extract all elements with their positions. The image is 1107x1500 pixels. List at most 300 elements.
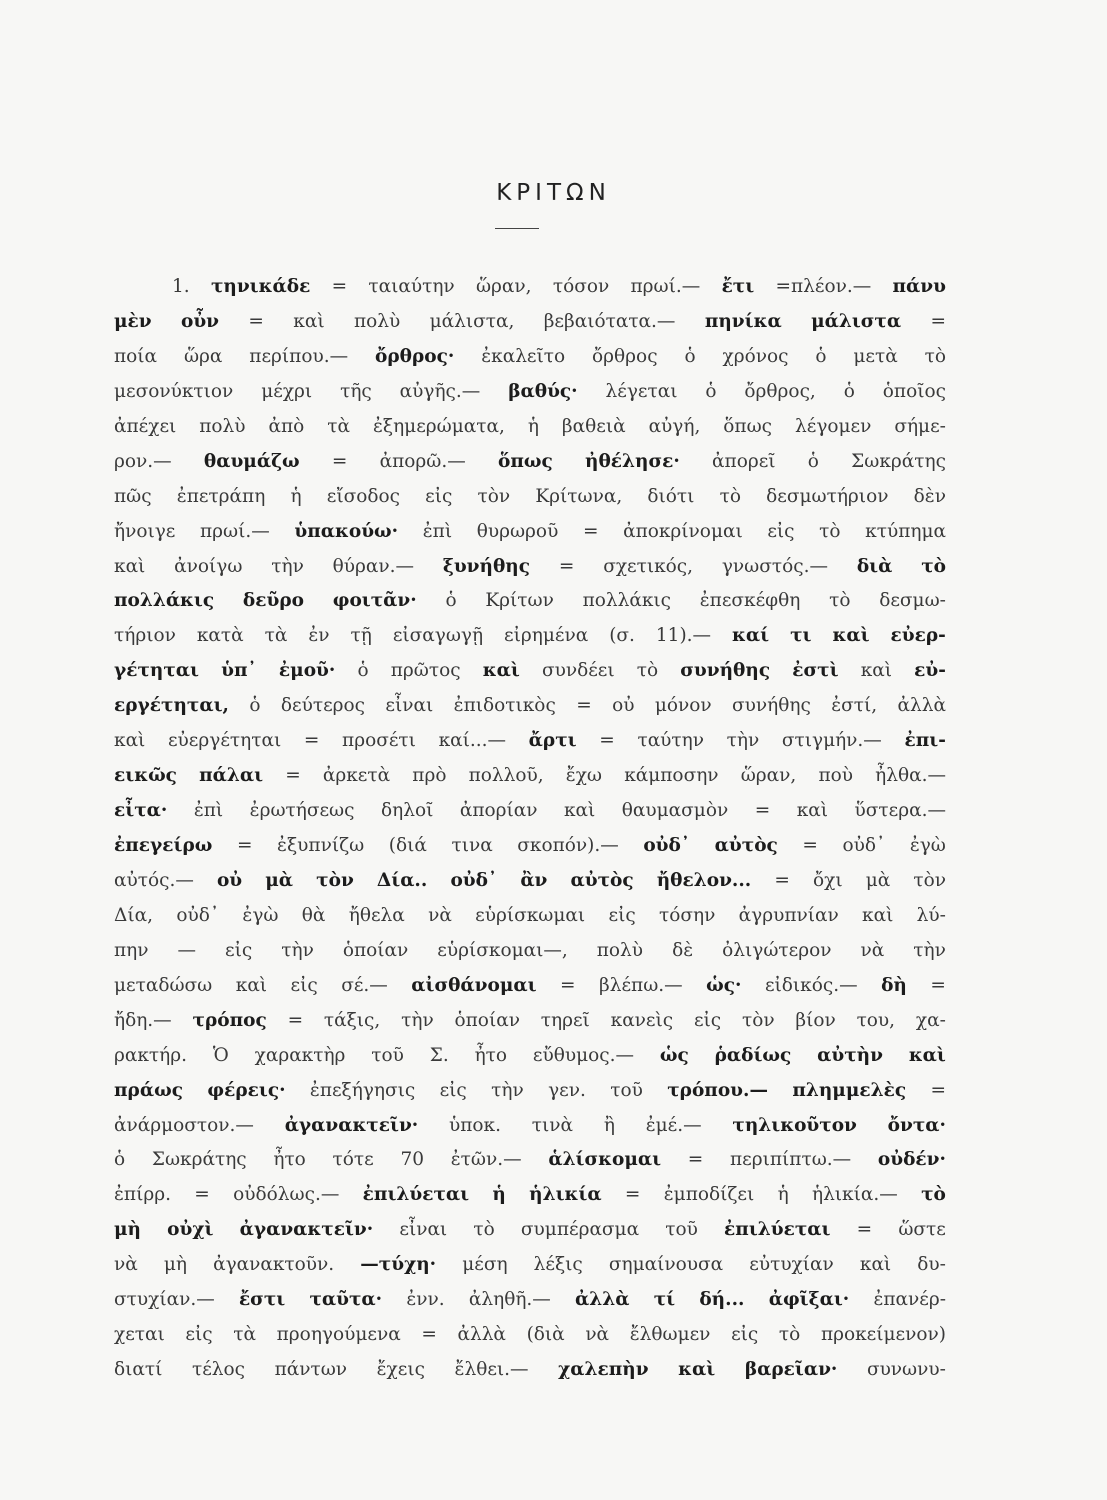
keyword: εικῶς <box>114 765 177 787</box>
keyword: ὡς <box>659 1044 689 1066</box>
word: τὸ <box>719 485 741 507</box>
word: ἐπιδοτικὸς <box>453 695 556 717</box>
keyword: καὶ <box>482 660 520 682</box>
text-line <box>114 445 946 480</box>
keyword: οὐχὶ <box>167 1219 214 1241</box>
word: δεύτερος <box>280 695 366 717</box>
word: τόσην <box>659 904 716 926</box>
word: εὔθυμος.— <box>532 1044 635 1066</box>
word: τὸ <box>473 1219 495 1241</box>
word: ταιαύτην <box>368 276 455 297</box>
word: οὐ <box>612 695 635 717</box>
word: διατί <box>114 1359 163 1381</box>
keyword: καὶ <box>908 1044 946 1066</box>
word: καὶ <box>563 800 596 822</box>
word: ἐμποδίζει <box>663 1184 755 1206</box>
word: ἐτῶν.— <box>450 1149 522 1171</box>
word: πρὸ <box>412 765 447 787</box>
word: ὥραν, <box>475 276 532 297</box>
word: βεβαιότατα.— <box>543 310 676 332</box>
word: τέλος <box>191 1359 245 1381</box>
word: τῇ <box>350 625 372 647</box>
word: εἰρημένα <box>504 625 589 647</box>
word: εἰσαγωγῇ <box>392 625 484 647</box>
word: νὰ <box>114 1254 138 1276</box>
keyword: ἤθελον... <box>656 869 752 891</box>
text-line <box>114 1039 946 1074</box>
word: τὰ <box>327 415 351 437</box>
keyword: μάλιστα <box>811 310 902 332</box>
word: χαρακτὴρ <box>254 1044 346 1066</box>
word: ἐγὼ <box>242 904 279 926</box>
word: = <box>236 835 253 856</box>
word: δεσμωτήριον <box>766 485 889 507</box>
word: ἐπεσκέφθη <box>699 590 801 612</box>
word: Κρίτωνα, <box>535 485 623 507</box>
word: βαθειὰ <box>561 415 626 437</box>
word: τῆς <box>340 380 372 402</box>
word: ὁ <box>705 380 717 402</box>
word: εἰς <box>731 1324 759 1346</box>
text-line <box>114 1178 946 1213</box>
word: ἤθελα <box>348 904 405 926</box>
keyword: δὴ <box>881 974 907 996</box>
keyword: πλημμελὲς <box>792 1079 907 1101</box>
keyword: ἀγανακτεῖν· <box>284 1114 419 1136</box>
word: ὁ <box>684 345 696 367</box>
word: = <box>856 1219 873 1241</box>
word: τὸν <box>913 869 946 891</box>
keyword: γέτηται <box>114 660 199 682</box>
keyword: Δία.. <box>376 869 428 891</box>
word: ἀνάρμοστον.— <box>114 1114 254 1136</box>
word: ὁ <box>815 345 827 367</box>
word: τηρεῖ <box>540 1009 590 1031</box>
text-line <box>114 1318 946 1353</box>
text-line <box>114 1109 946 1144</box>
word: πῶς <box>114 485 152 507</box>
keyword: ἁλίσκομαι <box>548 1149 662 1171</box>
word: τότε <box>332 1149 374 1171</box>
word: νὰ <box>585 1324 610 1346</box>
word: καὶ <box>293 310 325 332</box>
keyword: —τύχη· <box>360 1254 437 1276</box>
word: εἰς <box>225 939 253 961</box>
word: ἀπορίαν <box>459 800 538 822</box>
word: τὰ <box>233 1324 256 1346</box>
word: ἐπεξήγησις <box>309 1079 416 1101</box>
word: ἐν <box>308 625 330 647</box>
keyword: πηνίκα <box>704 310 782 332</box>
word: συνδέει <box>541 660 615 682</box>
keyword: πράως <box>114 1079 183 1101</box>
keyword: ἠθέλησε· <box>585 450 680 472</box>
keyword: ἄρτι <box>528 730 577 752</box>
word: πολὺ <box>353 310 401 332</box>
text-line <box>114 1353 946 1388</box>
word: = <box>802 835 818 856</box>
word: περίπου.— <box>249 345 349 367</box>
word: αὐγή, <box>648 415 701 437</box>
text-line <box>114 759 946 794</box>
keyword: φέρεις· <box>207 1079 286 1101</box>
keyword: ἂν <box>520 869 548 891</box>
word: ρακτήρ. <box>114 1044 188 1066</box>
word: εἰδικός.— <box>764 974 858 996</box>
keyword: βαρεῖαν· <box>744 1359 838 1381</box>
word: λέγομεν <box>795 415 872 437</box>
word: ἀγρυπνίαν <box>738 904 839 926</box>
word: μετὰ <box>853 345 898 367</box>
keyword: μὴ <box>114 1219 141 1241</box>
word: ἦτο <box>273 1149 306 1171</box>
keyword: ἐπιλύεται <box>724 1219 831 1241</box>
word: μάλιστα, <box>429 310 515 332</box>
keyword: τηνικάδε <box>210 276 311 297</box>
word: ἡ <box>290 485 302 507</box>
word: καὶ <box>860 660 893 682</box>
word: τὴν <box>271 555 304 577</box>
text-line <box>114 794 946 829</box>
word: τὸ <box>636 660 659 682</box>
word: σημαίνουσα <box>608 1254 724 1276</box>
keyword: αὐτὴν <box>817 1044 883 1066</box>
word: = <box>687 1149 704 1171</box>
word: = <box>576 695 592 717</box>
text-line <box>114 864 946 899</box>
word: εἶναι <box>399 1219 448 1241</box>
word: τὴν <box>726 730 760 752</box>
word: στιγμήν.— <box>781 730 882 752</box>
word: ρον.— <box>114 450 172 472</box>
word: γεν. <box>548 1079 586 1101</box>
word: = <box>774 869 790 891</box>
word: ὥρα <box>183 345 223 367</box>
word: στυχίαν.— <box>114 1289 215 1311</box>
word: χεται <box>114 1324 165 1346</box>
word: καὶ <box>114 555 146 577</box>
keyword: τι <box>790 625 812 647</box>
word: = <box>624 1184 641 1206</box>
keyword: πολλάκις <box>114 590 215 612</box>
word: = <box>287 1009 304 1031</box>
word: ἔλθει.— <box>454 1359 529 1381</box>
word: = <box>558 555 575 577</box>
keyword: ἀγανακτεῖν· <box>239 1219 374 1241</box>
word: ἔχω <box>565 765 603 787</box>
word: = <box>331 450 348 472</box>
word: ἀπὸ <box>268 415 305 437</box>
keyword: πάνυ <box>892 276 946 297</box>
word: = <box>331 276 348 297</box>
keyword: ἔτι <box>721 276 755 297</box>
word: ἀλλὰ <box>457 1324 506 1346</box>
word: εἰς <box>185 1324 213 1346</box>
word: συμπέρασμα <box>520 1219 640 1241</box>
word: ἐπὶ <box>193 800 224 822</box>
word: πολὺ <box>596 939 644 961</box>
text-line <box>114 480 946 515</box>
word: ἤδη.— <box>114 1009 172 1031</box>
word: νὰ <box>428 904 452 926</box>
word: ποὺ <box>818 765 853 787</box>
keyword: ὄντα· <box>887 1114 946 1136</box>
word: του, <box>856 1009 896 1031</box>
text-line <box>114 340 946 375</box>
word: συνωνυ- <box>866 1359 946 1381</box>
word: ἀνοίγω <box>174 555 243 577</box>
word: καὶ <box>859 1254 892 1276</box>
word: τὸ <box>829 590 851 612</box>
keyword: εὐ- <box>914 660 946 682</box>
word: = <box>930 1079 946 1101</box>
keyword: ἐπεγείρω <box>114 835 213 856</box>
word: = <box>930 310 946 332</box>
text-line <box>114 305 946 340</box>
word: = <box>194 1184 210 1206</box>
word: σκοπόν).— <box>517 835 619 856</box>
word: βλέπω.— <box>599 974 683 996</box>
word: ἀπορῶ.— <box>379 450 466 472</box>
keyword: διὰ <box>856 555 893 577</box>
word: εἰς <box>439 1079 467 1101</box>
keyword: τὸ <box>921 1184 946 1206</box>
text-line <box>114 619 946 654</box>
word: μεταδώσω <box>114 974 213 996</box>
word: σέ.— <box>341 974 388 996</box>
keyword: ἀλλὰ <box>575 1289 630 1311</box>
word: = <box>599 730 615 752</box>
word: βίον <box>795 1009 836 1031</box>
keyword: τηλικοῦτον <box>732 1114 857 1136</box>
word: ἀλλὰ <box>897 695 946 717</box>
word: 1. <box>172 276 190 297</box>
word: περιπίπτω.— <box>730 1149 852 1171</box>
word: Κρίτων <box>485 590 554 612</box>
word: τοῦ <box>371 1044 404 1066</box>
word: τὴν <box>401 1009 434 1031</box>
text-line <box>114 1143 946 1178</box>
word: ἀπέχει <box>114 415 177 437</box>
word: μόνον <box>654 695 712 717</box>
word: κάμποσην <box>624 765 719 787</box>
text-line <box>114 1074 946 1109</box>
keyword: αὐτὸς <box>714 835 778 856</box>
keyword: ἡλικία <box>529 1184 602 1206</box>
word: πρωί.— <box>200 520 270 542</box>
text-line <box>114 969 946 1004</box>
word: τινα <box>451 835 493 856</box>
word: εἰς <box>425 485 453 507</box>
word: εἰς <box>693 1009 722 1031</box>
word: ἐκαλεῖτο <box>481 345 566 367</box>
word: 11).— <box>655 625 712 647</box>
word: εὐτυχίαν <box>749 1254 834 1276</box>
word: — <box>177 939 197 961</box>
word: ὄχι <box>812 869 843 891</box>
text-line <box>114 550 946 585</box>
keyword: αἰσθάνομαι <box>411 974 537 996</box>
word: δὲν <box>913 485 946 507</box>
text-line <box>114 654 946 689</box>
word: μὴ <box>163 1254 187 1276</box>
word: εἰς <box>767 520 795 542</box>
word: ὁ <box>114 1149 126 1171</box>
word: ὥστε <box>898 1219 946 1241</box>
keyword: ἡ <box>492 1184 506 1206</box>
word: καὶ <box>235 974 268 996</box>
word: προηγούμενα <box>276 1324 401 1346</box>
word: μέση <box>462 1254 508 1276</box>
word: μεσονύκτιον <box>114 380 234 402</box>
word: ἤνοιγε <box>114 520 176 542</box>
word: ἀπορεῖ <box>712 450 776 472</box>
word: πολλάκις <box>582 590 671 612</box>
word: τὸν <box>741 1009 775 1031</box>
text-line <box>114 515 946 550</box>
word: πολλοῦ, <box>468 765 544 787</box>
word: ἔχεις <box>376 1359 425 1381</box>
word: χρόνος <box>722 345 789 367</box>
word: τάξις, <box>323 1009 381 1031</box>
keyword: πάλαι <box>199 765 264 787</box>
word: ὑποκ. <box>449 1114 502 1136</box>
keyword: οὐδ᾽ <box>643 835 691 856</box>
word: τὴν <box>281 939 314 961</box>
page-title: ΚΡΙΤΩΝ <box>496 180 611 206</box>
word: πολὺ <box>199 415 246 437</box>
word: =πλέον.— <box>775 276 872 297</box>
word: τινὰ <box>531 1114 574 1136</box>
keyword: ἐπιλύεται <box>362 1184 470 1206</box>
word: ἐστί, <box>831 695 878 717</box>
keyword: ξυνήθης <box>442 555 531 577</box>
text-line <box>114 1004 946 1039</box>
word: ὄρθρος, <box>744 380 816 402</box>
word: δηλοῖ <box>381 800 434 822</box>
word: πην <box>114 939 149 961</box>
word: ὥραν, <box>740 765 797 787</box>
word: τὰ <box>264 625 288 647</box>
word: καὶ <box>796 800 829 822</box>
word: θυρωροῦ <box>476 520 559 542</box>
word: = <box>582 520 599 542</box>
text-line <box>114 899 946 934</box>
word: καὶ <box>114 730 146 752</box>
word: ὁ <box>445 590 457 612</box>
word: ἐπανέρ- <box>873 1289 946 1311</box>
word: θαυμασμὸν <box>621 800 729 822</box>
word: οὐδ᾽ <box>176 904 220 926</box>
word: καί...— <box>438 730 507 752</box>
keyword: δή... <box>699 1289 745 1311</box>
text-line <box>114 270 946 305</box>
keyword: οὖν <box>181 310 220 332</box>
keyword: ἐστὶ <box>792 660 839 682</box>
word: λύ- <box>916 904 946 926</box>
keyword: καὶ <box>678 1359 716 1381</box>
text-line <box>114 410 946 445</box>
word: = <box>560 974 576 996</box>
word: συνήθης <box>732 695 811 717</box>
keyword: οὐδέν· <box>877 1149 946 1171</box>
word: ποία <box>114 345 158 367</box>
word: (διὰ <box>526 1324 565 1346</box>
word: θὰ <box>301 904 326 926</box>
word: ὁποῖος <box>882 380 946 402</box>
word: ὕστερα.— <box>854 800 946 822</box>
word: ἐπίρρ. <box>114 1184 171 1206</box>
word: δεσμω- <box>879 590 946 612</box>
word: εἴσοδος <box>326 485 400 507</box>
word: ἡλικία.— <box>811 1184 898 1206</box>
word: τόσον <box>552 276 610 297</box>
word: ἐνν. <box>406 1289 445 1311</box>
keyword: ὡς· <box>706 974 742 996</box>
text-line <box>114 1283 946 1318</box>
keyword: δεῦρο <box>242 590 304 612</box>
keyword: ἐμοῦ· <box>278 660 336 682</box>
word: τὴν <box>491 1079 524 1101</box>
word: τήριον <box>114 625 176 647</box>
keyword: ὅπως <box>498 450 553 472</box>
text-line <box>114 934 946 969</box>
keyword: μὰ <box>265 869 294 891</box>
word: ἐξημερώματα, <box>372 415 505 437</box>
word: = <box>421 1324 437 1346</box>
word: νὰ <box>860 939 885 961</box>
word: (σ. <box>609 625 635 647</box>
word: σήμε- <box>894 415 946 437</box>
word: ἡ <box>777 1184 789 1206</box>
word: πάντων <box>274 1359 348 1381</box>
word: = <box>303 730 320 752</box>
word: πρωί.— <box>630 276 701 297</box>
word: = <box>248 310 264 332</box>
word: ἦλθα.— <box>875 765 946 787</box>
word: ὁ <box>249 695 261 717</box>
title-rule <box>495 228 539 229</box>
word: ὁποίαν <box>454 1009 520 1031</box>
keyword: χαλεπὴν <box>558 1359 649 1381</box>
word: = <box>285 765 301 787</box>
word: εὑρίσκομαι—, <box>437 939 568 961</box>
keyword: ἐπι- <box>904 730 946 752</box>
word: τὸ <box>924 345 946 367</box>
word: λέγεται <box>605 380 678 402</box>
word: ὅπως <box>723 415 773 437</box>
word: αὐτός.— <box>114 869 194 891</box>
word: οὐδ᾽ <box>842 835 886 856</box>
word: ἢ <box>603 1114 615 1136</box>
word: τοῦ <box>665 1219 698 1241</box>
word: εἰς <box>608 904 636 926</box>
word: Σωκράτης <box>151 1149 247 1171</box>
word: κατὰ <box>196 625 244 647</box>
word: τὸ <box>778 1324 801 1346</box>
keyword: ταῦτα· <box>309 1289 383 1311</box>
word: αὐγῆς.— <box>399 380 481 402</box>
keyword: φοιτᾶν· <box>332 590 417 612</box>
word: = <box>930 974 946 996</box>
keyword: συνήθης <box>680 660 771 682</box>
keyword: βαθύς· <box>508 380 578 402</box>
word: 70 <box>400 1149 425 1171</box>
word: δυ- <box>917 1254 946 1276</box>
word: εὑρίσκωμαι <box>475 904 586 926</box>
text-line <box>114 1213 946 1248</box>
word: πρῶτος <box>390 660 461 682</box>
